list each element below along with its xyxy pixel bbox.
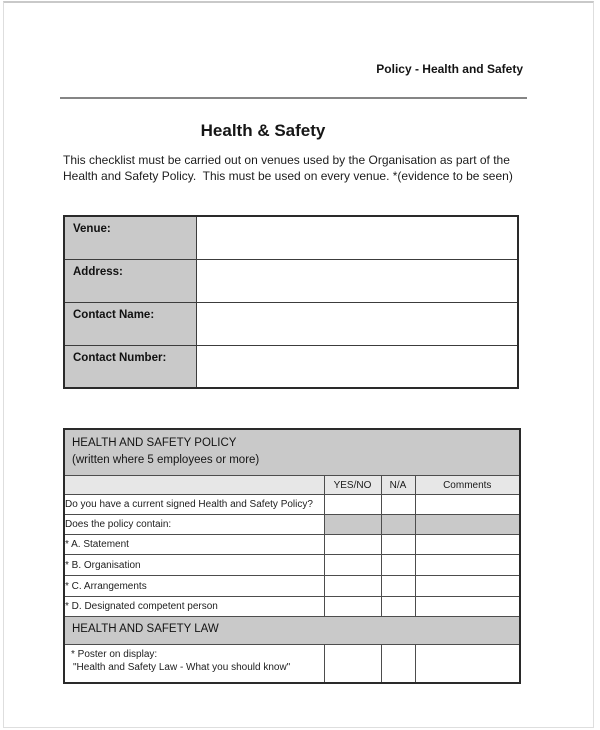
colhead-spacer [64,476,324,495]
colhead-yesno: YES/NO [324,476,381,495]
intro-paragraph [63,152,513,184]
na-cell[interactable] [381,495,415,515]
contact-name-label: Contact Name: [64,302,197,345]
section-header-law: HEALTH AND SAFETY LAW [64,617,520,645]
table-row [64,515,520,535]
table-row [64,259,518,302]
intro-line: This checklist must be carried out on venues used by the Organisation as part of the [63,153,510,167]
health-safety-checklist-table [63,428,521,684]
comments-cell[interactable] [415,535,520,555]
table-row [64,597,520,617]
table-row [64,645,520,683]
colhead-comments: Comments [415,476,520,495]
poster-line: "Health and Safety Law - What you should know" [73,662,291,673]
contact-number-label: Contact Number: [64,345,197,388]
comments-cell[interactable] [415,576,520,597]
question-label: * B. Organisation [64,555,324,576]
na-cell[interactable] [381,645,415,683]
table-row [64,535,520,555]
comments-cell[interactable] [415,597,520,617]
section-title: HEALTH AND SAFETY POLICY [72,437,237,449]
section-subtitle: (written where 5 employees or more) [72,454,260,466]
table-row [64,302,518,345]
yesno-cell[interactable] [324,495,381,515]
yesno-cell[interactable] [324,576,381,597]
table-row [64,576,520,597]
header-divider-rule [60,97,527,99]
question-label: * A. Statement [64,535,324,555]
yesno-cell[interactable] [324,645,381,683]
venue-input-cell[interactable] [197,216,519,259]
section-header-policy [64,429,520,476]
table-row [64,617,520,645]
table-row [64,476,520,495]
comments-cell[interactable] [415,645,520,683]
question-label: Do you have a current signed Health and Safety Policy? [64,495,324,515]
page-title: Health & Safety [200,121,326,140]
comments-cell-shaded [415,515,520,535]
venue-label: Venue: [64,216,197,259]
question-label: * D. Designated competent person [64,597,324,617]
table-row [64,216,518,259]
table-row [64,555,520,576]
comments-cell[interactable] [415,555,520,576]
yesno-cell[interactable] [324,555,381,576]
na-cell[interactable] [381,576,415,597]
contact-name-input-cell[interactable] [197,302,519,345]
comments-cell[interactable] [415,495,520,515]
na-cell[interactable] [381,535,415,555]
question-label [64,645,324,683]
na-cell-shaded [381,515,415,535]
contact-number-input-cell[interactable] [197,345,519,388]
na-cell[interactable] [381,597,415,617]
question-label: * C. Arrangements [64,576,324,597]
table-row [64,345,518,388]
yesno-cell[interactable] [324,597,381,617]
table-row [64,495,520,515]
document-header-title: Policy - Health and Safety [376,62,523,76]
contact-details-table [63,215,519,389]
yesno-cell-shaded [324,515,381,535]
table-row [64,429,520,476]
na-cell[interactable] [381,555,415,576]
yesno-cell[interactable] [324,535,381,555]
address-label: Address: [64,259,197,302]
colhead-na: N/A [381,476,415,495]
intro-line: Health and Safety Policy. This must be used on every venue. *(evidence to be seen) [63,169,513,183]
poster-line: * Poster on display: [71,649,158,660]
address-input-cell[interactable] [197,259,519,302]
question-label: Does the policy contain: [64,515,324,535]
